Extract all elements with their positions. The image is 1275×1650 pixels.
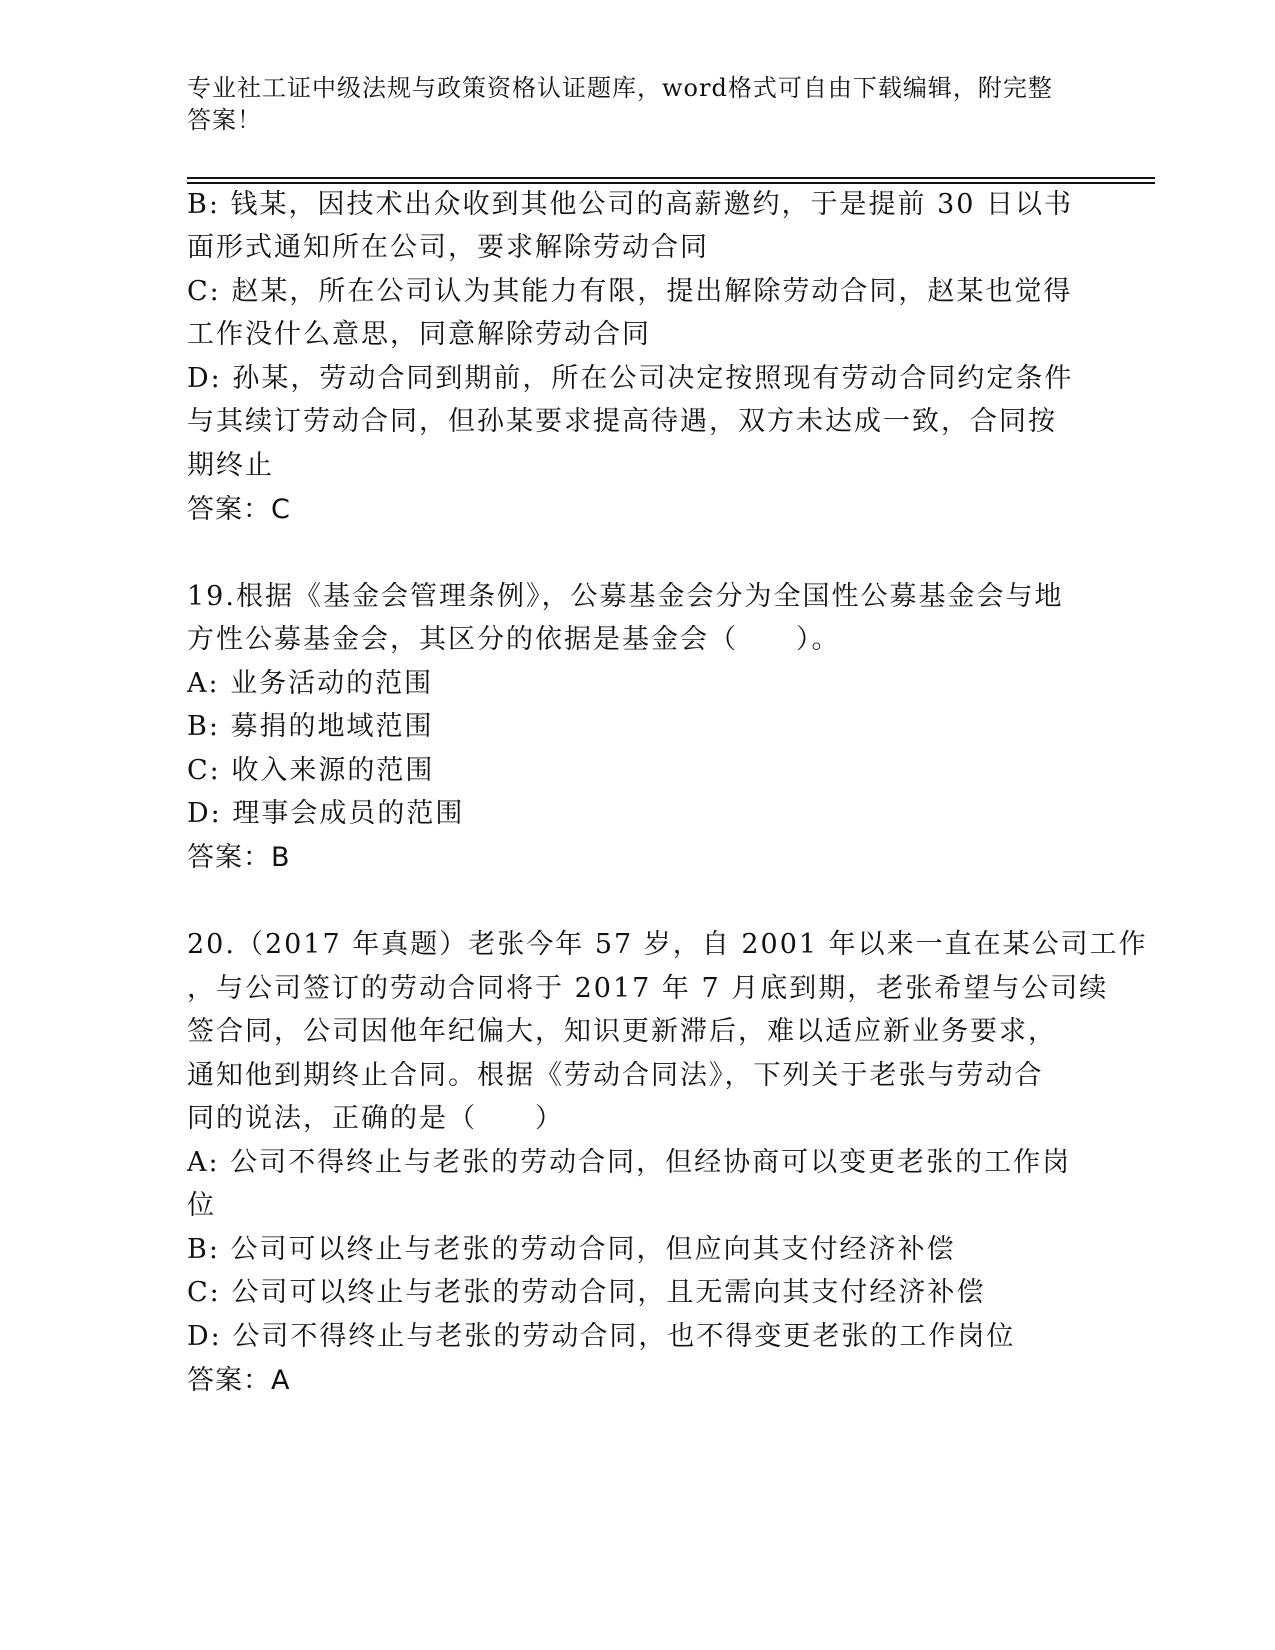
header-title: 专业社工证中级法规与政策资格认证题库，word格式可自由下载编辑，附完整答案！ — [187, 74, 1053, 134]
q20-stem-line5: 同的说法，正确的是（ ） — [187, 1103, 564, 1134]
q19-option-c: C: 收入来源的范围 — [187, 755, 435, 786]
q20-stem-line3: 签合同，公司因他年纪偏大，知识更新滞后，难以适应新业务要求， — [187, 1016, 1057, 1047]
q19-option-a: A: 业务活动的范围 — [187, 668, 434, 699]
q19-stem-line2: 方性公募基金会，其区分的依据是基金会（ ）。 — [187, 624, 841, 655]
q20-option-c: C: 公司可以终止与老张的劳动合同，且无需向其支付经济补偿 — [187, 1277, 986, 1308]
q20-stem-line1: 20.（2017 年真题）老张今年 57 岁，自 2001 年以来一直在某公司工作 — [187, 929, 1148, 960]
q18-option-b-line1: B: 钱某，因技术出众收到其他公司的高薪邀约，于是提前 30 日以书 — [187, 189, 1074, 220]
header-rule-bottom — [187, 182, 1155, 184]
q20-option-d: D: 公司不得终止与老张的劳动合同，也不得变更老张的工作岗位 — [187, 1321, 1016, 1352]
q20-option-a-line1: A: 公司不得终止与老张的劳动合同，但经协商可以变更老张的工作岗 — [187, 1147, 1072, 1178]
header-rule-top — [187, 177, 1155, 179]
q18-option-c-line2: 工作没什么意思，同意解除劳动合同 — [187, 319, 651, 350]
q18-option-d-line2: 与其续订劳动合同，但孙某要求提高待遇，双方未达成一致，合同按 — [187, 406, 1057, 437]
q19-answer: 答案：B — [187, 842, 291, 873]
q20-stem-line4: 通知他到期终止合同。根据《劳动合同法》，下列关于老张与劳动合 — [187, 1060, 1044, 1091]
q18-answer: 答案：C — [187, 494, 291, 525]
q19-option-d: D: 理事会成员的范围 — [187, 798, 465, 829]
q18-option-c-line1: C: 赵某，所在公司认为其能力有限，提出解除劳动合同，赵某也觉得 — [187, 276, 1073, 307]
q19-stem-line1: 19.根据《基金会管理条例》，公募基金会分为全国性公募基金会与地 — [187, 581, 1064, 612]
q19-option-b: B: 募捐的地域范围 — [187, 711, 434, 742]
q20-option-b: B: 公司可以终止与老张的劳动合同，但应向其支付经济补偿 — [187, 1234, 956, 1265]
q18-option-d-line1: D: 孙某，劳动合同到期前，所在公司决定按照现有劳动合同约定条件 — [187, 363, 1074, 394]
q20-option-a-line2: 位 — [187, 1190, 216, 1221]
q18-option-b-line2: 面形式通知所在公司，要求解除劳动合同 — [187, 232, 709, 263]
q20-stem-line2: ，与公司签订的劳动合同将于 2017 年 7 月底到期，老张希望与公司续 — [187, 973, 1109, 1004]
q18-option-d-line3: 期终止 — [187, 450, 274, 481]
q20-answer: 答案：A — [187, 1365, 291, 1396]
